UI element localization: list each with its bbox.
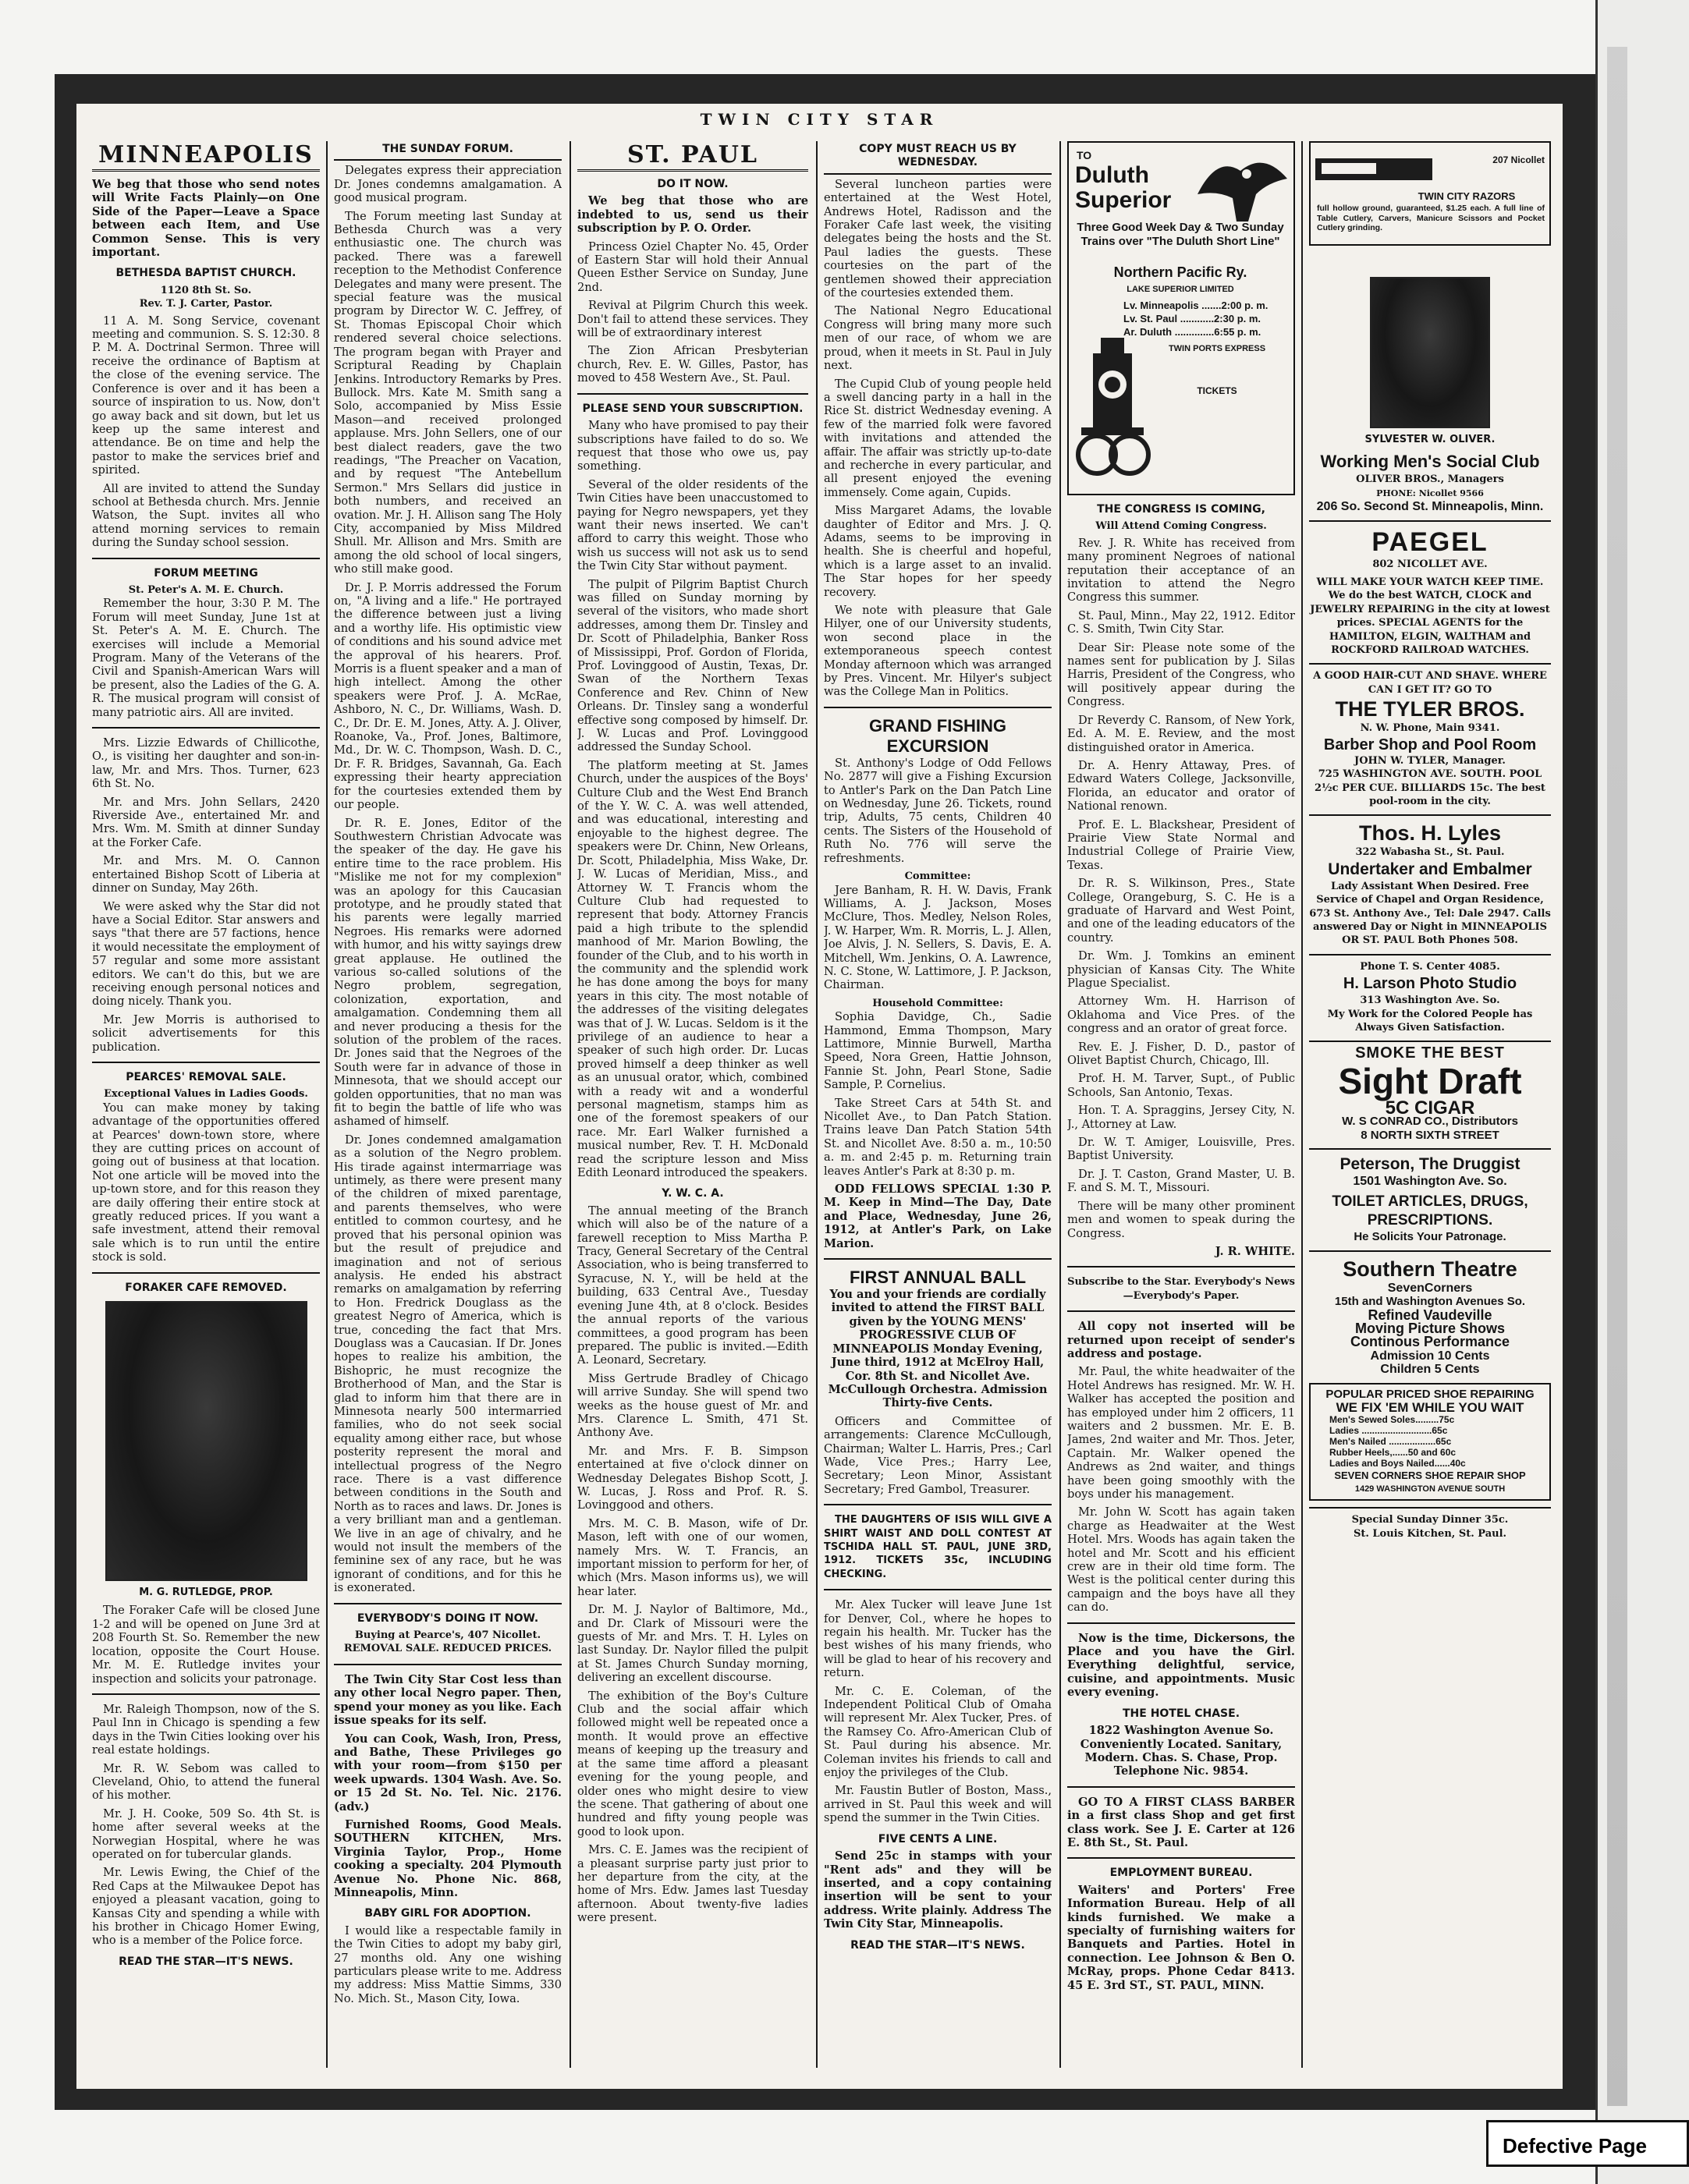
article-paragraph: The platform meeting at St. James Church, under the auspices of the Boys' Culture Club and the West End Branch of the Y. W. C. A. was well attended, and was educational, interesting and enjoyable to the highest degree. The speakers were Dr. Chinn, New Orleans, Dr. Scott, Philadelphia, Miss Wake, Dr. J. W. Lucas of Meridian, Miss., and Attorney W. T. Francis whom the Culture Club had requested to represent that body. Attorney Francis paid a high tribute to the splendid manhood of Mr. Marion Bowling, the founder of the Club, and to his worth in the community and the splendid work he has done among the boys for many years in this city. The most notable of the addresses of the visiting delegates was that of J. W. Lucas. Seldom is it the privilege of an audience to hear a speaker of such high order. Dr. Lucas proved himself a deep thinker as well as an unusual orator, which, combined with a ready wit and a wonderful personal magnetism, stamps him as one of the foremost speakers of our race. Mr. Earl Walker furnished a musical number, Rev. T. H. McDonald read the scripture lesson and Miss Edith Leonard introduced the speakers. <box>577 758 808 1180</box>
column-rule <box>1059 141 1061 2068</box>
club-managers: OLIVER BROS., Managers <box>1356 473 1504 486</box>
column-rule <box>1301 141 1303 2068</box>
article-paragraph: St. Anthony's Lodge of Odd Fellows No. 2877 will give a Fishing Excursion to Antler's Park on the Dan Patch Line on Wednesday, June 26. Tickets, round trip, Adults, 75 cents, Children 40 cents. The Sisters of the Household of Ruth No. 776 will serve the refreshments. <box>824 756 1052 865</box>
article-paragraph: 11 A. M. Song Service, covenant meeting and communion. S. S. 12:30. 8 P. M. A. Doctrinal Sermon. Three will receive the ordinance of Baptism at the close of the evening service. The Conference is over and it has been a source of inspiration to us. Now, don't go away back and sit down, but let us keep up the same interest and attendance. Be on time and help the pastor to make the services brief and spirited. <box>92 314 320 477</box>
shoe-subtitle: WE FIX 'EM WHILE YOU WAIT <box>1336 1400 1524 1416</box>
article-paragraph: Mr. John W. Scott has again taken charge as Headwaiter at the West Hotel. Mrs. Woods has again taken the hotel and Mr. Scott and his efficient crew are in their old time form. The West is the political center during this campaign and the boys have all they can do. <box>1067 1505 1295 1615</box>
article-paragraph: Dr. A. Henry Attaway, Pres. of Edward Waters College, Jacksonville, Florida, an educator and orator of National renown. <box>1067 758 1295 814</box>
club-phone: PHONE: Nicollet 9566 <box>1376 488 1484 498</box>
article-paragraph: Mr. Raleigh Thompson, now of the S. Paul Inn in Chicago is spending a few days in the Twin Cities looking over his real estate holdings. <box>92 1702 320 1757</box>
church-heading: BETHESDA BAPTIST CHURCH. <box>115 267 296 280</box>
column-rule <box>326 141 328 2068</box>
razor-icon <box>1315 151 1440 190</box>
photo-caption: M. G. RUTLEDGE, PROP. <box>139 1587 273 1599</box>
divider <box>824 173 1052 175</box>
theatre-vaudeville: Refined Vaudeville <box>1368 1306 1492 1323</box>
article-paragraph: Dr. W. T. Amiger, Louisville, Pres. Baptist University. <box>1067 1136 1295 1163</box>
theatre-location: SevenCorners <box>1387 1281 1473 1295</box>
shoe-price-row: Ladies and Boys Nailed......40c <box>1329 1458 1466 1470</box>
section-title: ST. PAUL <box>577 141 808 172</box>
divider <box>92 1272 320 1274</box>
masthead: TWIN CITY STAR <box>700 110 939 129</box>
employment-text: Waiters' and Porters' Free Information Bureau. Help of all kinds furnished. We make a specialty of furnishing waiters for Banquets and Parties. Hotel in connection. Lee Johnson & Ben O. McRay, props. Phone Cedar 8413. 45 E. 3rd ST., ST. PAUL, MINN. <box>1067 1883 1295 1992</box>
divider <box>824 1258 1052 1260</box>
article-paragraph: Mr. and Mrs. F. B. Simpson entertained at five o'clock dinner on Wednesday Delegates Bishop Scott, J. W. Lucas, J. Ross and Prof. R. S. Lovinggood and others. <box>577 1444 808 1512</box>
divider <box>1067 1857 1295 1859</box>
larson-title: H. Larson Photo Studio <box>1343 975 1517 993</box>
article-paragraph: Send 25c in stamps with your "Rent ads" and they will be inserted, and a copy containing insertion will be sent to your address. Write plainly. Address The Twin City Star, Minneapolis. <box>824 1849 1052 1931</box>
shoe-address: 1429 WASHINGTON AVENUE SOUTH <box>1354 1484 1506 1494</box>
lyles-subtitle: Undertaker and Embalmer <box>1328 860 1532 878</box>
article-paragraph: Dr. Jones condemned amalgamation as a solution of the Negro problem. His tirade against intermarriage was untimely, as there were present many of the children of mixed parentage, and parents themselves, who were entitled to common courtesy, and he proved that his personal opinion was but the result of prejudice and imagination and not of serious analysis. He ended his abstract remarks on amalgamation by referring to Hon. Fredrick Douglass as the greatest Negro of America, which is true, conceding the fact that Mrs. Douglass was a Caucasian. If Dr. Jones hopes to realize his ambition, the Bishopric, he must recognize the Brotherhood of Man, and the Star is glad to inform him that there are in Minnesota nearly 500 intermarried families, who do not seek social equality among either race, but whose posterity represent the moral and intellectual progress of the Negro race. There is a vast difference between conditions in the South and North as to races and laws. Dr. Jones is a very brilliant man and a gentleman. We live in an age of chivalry, and he would not insult the members of the feminine sex of any race, but he was ignorant of conditions, and for this he is exonerated. <box>334 1133 562 1595</box>
footer-slogan: READ THE STAR—IT'S NEWS. <box>119 1955 293 1968</box>
larson-address: 313 Washington Ave. So. <box>1360 994 1500 1007</box>
article-paragraph: Dr. R. S. Wilkinson, Pres., State College, Orangeburg, S. C. He is a graduate of Harvard and West Point, and one of the leading educators of the country. <box>1067 877 1295 945</box>
ad-heading: EVERYBODY'S DOING IT NOW. <box>357 1611 539 1625</box>
club-title: Working Men's Social Club <box>1320 452 1540 472</box>
article-paragraph: All are invited to attend the Sunday school at Bethesda church. Mrs. Jennie Watson, the Supt. invites all who attend morning services to remain during the Sunday school session. <box>92 481 320 550</box>
article-paragraph: The Forum meeting last Sunday at Bethesda Church was a very enthusiastic one. The church was packed. There was a farewell reception to the Methodist Conference Delegates and many were present. The special feature was the musical program by Director W. C. Jeffrey, of St. Thomas Episcopal Choir which rendered several choice selections. The program began with Prayer and Scriptural Reading by Chaplain Jenkins. Introductory Remarks by Pres. Bullock. Mrs. Kate M. Smith sang a Solo, accompanied by Miss Essie Mason—and received prolonged applause. Mrs. John Sellers, one of our best dialect readers, gave the two readings, "The Preacher on Vacation, and by request "The Antebellum Sermon." Mrs Sellars did justice in both numbers, and received an ovation. Mr. J. H. Allison sang The Holy City, accompanied by Miss Mildred Shull. Mr. Allison and Mrs. Smith are among the old school of local singers, who still make good. <box>334 209 562 576</box>
article-paragraph: Mr. C. E. Coleman, of the Independent Political Club of Omaha will represent Mr. Alex Tucker, Pres. of the Ramsey Co. Afro-American Club of St. Paul during his absence. Mr. Coleman invites his friends to call and enjoy the privileges of the Club. <box>824 1684 1052 1780</box>
duluth-railway-sub: LAKE SUPERIOR LIMITED <box>1127 285 1234 294</box>
shoe-price-row: Men's Sewed Soles.........75c <box>1329 1414 1455 1426</box>
cigar-address: 8 NORTH SIXTH STREET <box>1361 1128 1499 1142</box>
scan-frame <box>55 74 1595 2110</box>
divider <box>824 707 1052 708</box>
forum-heading: FORUM MEETING <box>154 566 258 580</box>
committee-heading: Committee: <box>904 870 971 883</box>
article-paragraph: Remember the hour, 3:30 P. M. The Forum will meet Sunday, June 1st at St. Peter's A. M. E. Church. The exercises will include a Memorial Program. Many of the Veterans of the Civil and Spanish-American Wars will be present, also the Ladies of the G. A. R. The musical program will consist of many patriotic airs. All are invited. <box>92 597 320 719</box>
portrait-photo <box>105 1301 307 1581</box>
paegel-address: 802 NICOLLET AVE. <box>1372 558 1488 570</box>
church-pastor: Rev. T. J. Carter, Pastor. <box>139 298 273 310</box>
paegel-ad <box>1309 520 1551 658</box>
razor-label: TWIN CITY RAZORS <box>1418 190 1516 202</box>
article-paragraph: Dr. M. J. Naylor of Baltimore, Md., and Dr. Clark of Missouri were the guests of Mr. and Mrs. T. H. Lyles on last Sunday. Dr. Naylor filled the pulpit at St. James Church Sunday morning, delivering an excellent discourse. <box>577 1603 808 1685</box>
article-paragraph: Dr. J. T. Caston, Grand Master, U. B. F. and S. M. T., Missouri. <box>1067 1167 1295 1195</box>
larson-ad <box>1309 954 1551 1035</box>
article-paragraph: THE DAUGHTERS OF ISIS WILL GIVE A SHIRT WAIST AND DOLL CONTEST AT TSCHIDA HALL ST. PAUL, JUNE 3RD, 1912. TICKETS 35c, INCLUDING CHECKING. <box>824 1514 1052 1580</box>
article-paragraph: You and your friends are cordially invited to attend the FIRST BALL given by the YOUNG MENS' PROGRESSIVE CLUB OF MINNEAPOLIS Monday Evening, June third, 1912 at McElroy Hall, Cor. 8th St. and Nicollet Ave. McCullough Orchestra. Admission Thirty-five Cents. <box>828 1288 1048 1410</box>
defective-page-stamp: Defective Page <box>1486 2120 1689 2167</box>
article-paragraph: Mrs. M. C. B. Mason, wife of Dr. Mason, left with one of our women, namely Mrs. W. T. Francis, an important mission to perform for her, of which (Mrs. Mason informs us), we will hear later. <box>577 1516 808 1598</box>
theatre-pictures: Moving Picture Shows <box>1354 1321 1506 1337</box>
cigar-ad <box>1309 1041 1551 1142</box>
tyler-phone: N. W. Phone, Main 9341. <box>1360 722 1500 735</box>
article-paragraph: You can make money by taking advantage of the opportunities offered at Pearces' down-town store, where they are cutting prices on account of going out of business at that location. Not one article will be moved into the up-town store, and for this reason they are daily offering their entire stock at greatly reduced prices. If you want a safe investment, attend their removal sale which is to run until the entire stock is sold. <box>92 1101 320 1264</box>
article-paragraph: Miss Gertrude Bradley of Chicago will arrive Sunday. She will spend two weeks as the house guest of Mr. and Mrs. Clarence L. Smith, 471 St. Anthony Ave. <box>577 1371 808 1440</box>
copy-notice: COPY MUST REACH US BY WEDNESDAY. <box>859 143 1017 169</box>
larson-phone: Phone T. S. Center 4085. <box>1360 960 1500 973</box>
duluth-rail-ad <box>1067 141 1295 495</box>
column-advertisements <box>1309 141 1551 2060</box>
ad-text: The Twin City Star Cost less than any other local Negro paper. Then, spend your money as you like. Each issue speaks for its self. <box>334 1672 562 1728</box>
article-paragraph: Sophia Davidge, Ch., Sadie Hammond, Emma Thompson, Mary Lattimore, Minnie Burwell, Martha Speed, Nora Green, Hattie Johnson, Fannie St. John, Pearl Stone, Sadie Sample, P. Cornelius. <box>824 1010 1052 1092</box>
duluth-subtitle: Three Good Week Day & Two Sunday Trains over "The Duluth Short Line" <box>1077 221 1284 248</box>
ad-text: You can Cook, Wash, Iron, Press, and Bathe, These Privileges go with your room—from $150 per week upwards. 1304 Wash. Ave. So. or 15 2d St. No. Tel. Nic. 2176. (adv.) <box>334 1732 562 1814</box>
article-paragraph: Princess Oziel Chapter No. 45, Order of Eastern Star will hold their Annual Queen Esther Service on Sunday, June 2nd. <box>577 239 808 294</box>
article-paragraph: Take Street Cars at 54th St. and Nicollet Ave., to Dan Patch Station. Trains leave Dan Patch Station 54th St. and Nicollet Ave. 8:50 a. m., 10:50 a. m. and 2:45 p. m. Returning train leaves Antler's Park at 8:30 p. m. <box>824 1096 1052 1178</box>
column-congress <box>1067 141 1295 2060</box>
article-paragraph: Attorney Wm. H. Harrison of Oklahoma and Vice Pres. of the congress and an orator of great force. <box>1067 994 1295 1036</box>
adjacent-page-edge <box>1595 0 1689 2184</box>
article-paragraph: Mrs. C. E. James was the recipient of a pleasant surprise party just prior to her departure from the city, at the home of Mrs. Edw. James last Tuesday afternoon. About twenty-five ladies were present. <box>577 1843 808 1925</box>
tyler-manager: JOHN W. TYLER, Manager. <box>1354 754 1506 767</box>
chase-text: 1822 Washington Avenue So. Conveniently Located. Sanitary, Modern. Chas. S. Chase, Prop. Telephone Nic. 9854. <box>1080 1724 1283 1778</box>
signature: J. R. WHITE. <box>1215 1244 1295 1258</box>
divider <box>824 1504 1052 1505</box>
divider <box>334 159 562 161</box>
subheading: DO IT NOW. <box>657 178 729 190</box>
duluth-time-row: Ar. Duluth ..............6:55 p. m. <box>1123 326 1261 338</box>
committee-heading: Household Committee: <box>872 997 1003 1009</box>
lyles-address: 322 Wabasha St., St. Paul. <box>1355 846 1505 859</box>
article-paragraph: Dr. Wm. J. Tomkins an eminent physician of Kansas City. The White Plague Specialist. <box>1067 949 1295 990</box>
divider <box>92 1693 320 1695</box>
subheading: Y. W. C. A. <box>662 1187 724 1200</box>
locomotive-icon <box>1073 338 1151 486</box>
article-paragraph: Dr. R. E. Jones, Editor of the Southwestern Christian Advocate was the speaker of the day. He gave his entire time to the race problem. His "Mislike me not for my complexion" was an apology for this Caucasian prototype, and he proudly stated that his parents were legally married Negroes. His remarks were adorned with humor, and his witty sayings drew great applause. He outlined the various so-called solutions of the Negro problem, segregation, colonization, exportation, and amalgamation. Condemning them all and never producing a thesis for the solution of the problem of the races. Dr. Jones said that the Negroes of the South were far in advance of those in Minnesota, that we should accept our golden opportunities, that no man was fit to begin the battle of life who was ashamed of himself. <box>334 816 562 1129</box>
article-paragraph: Mr. Paul, the white headwaiter of the Hotel Andrews has resigned. Mr. W. H. Walker has accepted the position and has employed under him 2 officers, 11 waiters and 2 bussmen. Mr. E. B. James, 2nd waiter and Mr. Thos. Jeter, Captain. Mr. Walker opened the Andrews as 2nd waiter, and things have been going smoothly with the boys under his management. <box>1067 1365 1295 1501</box>
article-paragraph: We note with pleasure that Gale Hilyer, one of our University students, won second place in the extemporaneous speech contest Monday afternoon which was arranged by Pres. Vincent. Mr. Hilyer's subject was the College Man in Politics. <box>824 604 1052 699</box>
column-minneapolis <box>92 141 320 2060</box>
pearce-subheading: Exceptional Values in Ladies Goods. <box>104 1088 308 1101</box>
pearce-heading: PEARCES' REMOVAL SALE. <box>126 1070 286 1083</box>
tyler-subtitle: Barber Shop and Pool Room <box>1323 736 1537 753</box>
divider <box>334 1664 562 1665</box>
ad-text: Buying at Pearce's, 407 Nicollet. REMOVAL SALE. REDUCED PRICES. <box>343 1629 552 1655</box>
peterson-title: Peterson, The Druggist <box>1339 1155 1520 1173</box>
article-paragraph: Mr. R. W. Sebom was called to Cleveland, Ohio, to attend the funeral of his mother. <box>92 1761 320 1803</box>
article-paragraph: Several luncheon parties were entertained at the West Hotel, Andrews Hotel, Radisson and the Foraker Cafe last week, the visiting delegates being the hosts and the St. Paul ladies the guests. These courtesies on the part of the gentlemen showed their appreciation of the courtesies extended them. <box>824 177 1052 300</box>
paegel-text: WILL MAKE YOUR WATCH KEEP TIME. We do the best WATCH, CLOCK and JEWELRY REPAIRING in the city at lowest prices. SPECIAL AGENTS for the HAMILTON, ELGIN, WALTHAM and ROCKFORD RAILROAD WATCHES. <box>1310 576 1550 657</box>
article-paragraph: Mr. Lewis Ewing, the Chief of the Red Caps at the Milwaukee Depot has enjoyed a pleasant vacation, going to Kansas City and spending a while with his brother in Chicago Homer Ewing, who is a member of the Police force. <box>92 1866 320 1948</box>
divider <box>334 1603 562 1604</box>
article-paragraph: We beg that those who are indebted to us, send us their subscription by P. O. Order. <box>577 194 808 236</box>
cigar-price: 5C CIGAR <box>1385 1097 1475 1119</box>
column-st-paul <box>577 141 808 2060</box>
divider <box>1067 1786 1295 1788</box>
article-paragraph: Mr. and Mrs. John Sellars, 2420 Riverside Ave., entertained Mr. and Mrs. Wm. M. Smith at dinner Sunday at the Forker Cafe. <box>92 795 320 849</box>
employment-heading: EMPLOYMENT BUREAU. <box>1109 1867 1253 1880</box>
article-paragraph: Dr Reverdy C. Ransom, of New York, Ed. A. M. E. Review, and the most distinguished orator in America. <box>1067 713 1295 754</box>
peterson-products: TOILET ARTICLES, DRUGS, PRESCRIPTIONS. <box>1332 1193 1528 1229</box>
larson-text: My Work for the Colored People has Always Given Satisfaction. <box>1327 1008 1533 1034</box>
column-news-events <box>824 141 1052 2060</box>
intro-notice: We beg that those who send notes will Write Facts Plainly—on One Side of the Paper—Leave a Space between each Item, and Use Common Sense. This is very important. <box>92 178 320 260</box>
duluth-times <box>1123 299 1287 339</box>
page-edge-bar <box>1607 47 1627 2106</box>
duluth-time-row: Lv. St. Paul ............2:30 p. m. <box>1123 313 1261 324</box>
article-paragraph: Mr. and Mrs. M. O. Cannon entertained Bishop Scott of Liberia at dinner on Sunday, May 26th. <box>92 854 320 895</box>
theatre-address: 15th and Washington Avenues So. <box>1334 1295 1526 1309</box>
tyler-top: A GOOD HAIR-CUT AND SHAVE. WHERE CAN I GET IT? GO TO <box>1313 670 1547 696</box>
theatre-performance: Continous Performance <box>1350 1334 1510 1350</box>
peterson-ad <box>1309 1148 1551 1244</box>
divider <box>577 393 808 395</box>
theatre-title: Southern Theatre <box>1343 1257 1517 1281</box>
article-paragraph: Prof. H. M. Tarver, Supt., of Public Schools, San Antonio, Texas. <box>1067 1072 1295 1099</box>
article-paragraph: Mr. Faustin Butler of Boston, Mass., arrived in St. Paul this week and will spend the summer in the Twin Cities. <box>824 1784 1052 1825</box>
article-paragraph: We were asked why the Star did not have a Social Editor. Star answers and says "that there are 57 factions, hence it would necessitate the employment of 57 regular and some more assistant editors. We can't do this, but we are receiving enough personal notices and doing nicely. Thank you. <box>92 899 320 1009</box>
article-paragraph: Jere Banham, R. H. W. Davis, Frank Williams, A. J. Jackson, Moses McClure, Thos. Medley, Nelson Roles, J. W. Harper, Wm. R. Morris, L. J. Allen, Joe Alvis, J. N. Sellers, S. Davis, E. A. Mitchell, Wm. Jenkins, O. A. Lawrence, N. C. Stone, W. Lattimore, J. P. Jackson, Chairman. <box>824 883 1052 992</box>
footer-slogan: READ THE STAR—IT'S NEWS. <box>850 1938 1025 1952</box>
column-rule <box>816 141 818 2068</box>
article-paragraph: The National Negro Educational Congress will bring many more such men of our race, of whom we are proud, when it meets in St. Paul in July next. <box>824 304 1052 373</box>
cigar-smoke: SMOKE THE BEST <box>1355 1044 1505 1062</box>
section-title: THE SUNDAY FORUM. <box>382 143 513 155</box>
lyles-text: Lady Assistant When Desired. Free Service of Chapel and Organ Residence, 673 St. Anthony Ave., Tel: Dale 2947. Calls answered Day or Night in MINNEAPOLIS OR ST. PAUL Both Phones 508. <box>1309 880 1551 947</box>
article-paragraph: ODD FELLOWS SPECIAL 1:30 P. M. Keep in Mind—The Day, Date and Place, Wednesday, June 26, 1912, at Antler's Park, on Lake Marion. <box>824 1182 1052 1250</box>
chase-heading: THE HOTEL CHASE. <box>1122 1707 1240 1720</box>
shoe-price-list <box>1314 1414 1546 1469</box>
duluth-railway: Northern Pacific Ry. <box>1113 264 1247 280</box>
peterson-address: 1501 Washington Ave. So. <box>1353 1175 1507 1188</box>
dinner-place: St. Louis Kitchen, St. Paul. <box>1353 1527 1507 1540</box>
church-address: 1120 8th St. So. <box>160 284 252 296</box>
theatre-admission: Admission 10 Cents <box>1370 1349 1490 1363</box>
newspaper-page <box>76 104 1563 2089</box>
theatre-ad <box>1309 1250 1551 1377</box>
duluth-title: Duluth Superior <box>1075 162 1172 213</box>
cigar-distributor: W. S CONRAD CO., Distributors <box>1342 1115 1518 1129</box>
portrait-photo <box>1370 277 1490 428</box>
article-paragraph: Prof. E. L. Blackshear, President of Prairie View State Normal and Industrial College of Prairie View, Texas. <box>1067 817 1295 872</box>
article-paragraph: There will be many other prominent men and women to speak during the Congress. <box>1067 1199 1295 1240</box>
tyler-ad <box>1309 663 1551 808</box>
congress-heading: THE CONGRESS IS COMING, <box>1097 503 1265 516</box>
forum-subheading: St. Peter's A. M. E. Church. <box>128 583 284 596</box>
divider <box>92 727 320 729</box>
congress-subheading: Will Attend Coming Congress. <box>1095 520 1267 533</box>
tyler-title: THE TYLER BROS. <box>1335 697 1525 722</box>
article-paragraph: Mr. J. H. Cooke, 509 So. 4th St. is home after several weeks at the Norwegian Hospital, where he was operated on for tubercular glands. <box>92 1806 320 1861</box>
duluth-tickets: TICKETS <box>1197 385 1237 396</box>
divider <box>92 558 320 559</box>
article-paragraph: Mr. Alex Tucker will leave June 1st for Denver, Col., where he hopes to regain his health. Mr. Tucker has the best wishes of his many friends, who will be glad to hear of his recovery and return. <box>824 1598 1052 1680</box>
shoe-shop: SEVEN CORNERS SHOE REPAIR SHOP <box>1334 1470 1526 1482</box>
divider <box>1067 1622 1295 1624</box>
article-paragraph: All copy not inserted will be returned upon receipt of sender's address and postage. <box>1067 1320 1295 1360</box>
subheading: FIVE CENTS A LINE. <box>878 1832 998 1845</box>
article-paragraph: Miss Margaret Adams, the lovable daughter of Editor and Mrs. J. Q. Adams, seems to be improving in health. She is cheerful and hopeful, which is a large asset to an invalid. The Star hopes for her speedy recovery. <box>824 504 1052 599</box>
article-paragraph: Revival at Pilgrim Church this week. Don't fail to attend these services. They will be of extraordinary interest <box>577 299 808 340</box>
article-paragraph: St. Paul, Minn., May 22, 1912. Editor C. S. Smith, Twin City Star. <box>1067 608 1295 636</box>
article-paragraph: The pulpit of Pilgrim Baptist Church was filled on Sunday morning by several of the visitors, who made short addresses, among them Dr. Tinsley and Dr. Scott of Philadelphia, Banker Ross of Mississippi, Prof. Gordon of Florida, Prof. Lovinggood of Austin, Texas, Dr. Swan of the Northern Texas Conference and Rev. Chinn of New Orleans. Dr. Tinsley sang a wonderful effective song composed by himself. Dr. J. W. Lucas and Prof. Lovinggood addressed the Sunday School. <box>577 577 808 754</box>
divider <box>824 1589 1052 1590</box>
lyles-ad <box>1309 814 1551 947</box>
shoe-price-row: Ladies ...........................65c <box>1329 1425 1448 1437</box>
duluth-to: TO <box>1077 149 1092 161</box>
dinner-ad <box>1309 1507 1551 1540</box>
shoe-price-row: Rubber Heels,......50 and 60c <box>1329 1447 1457 1459</box>
paegel-title: PAEGEL <box>1371 526 1489 557</box>
article-paragraph: Rev. J. R. White has received from many prominent Negroes of national reputation their acceptance of an invitation to attend the Negro Congress this summer. <box>1067 536 1295 604</box>
article-paragraph: Now is the time, Dickersons, the Place and you have the Girl. Everything delightful, service, cuisine, and appointments. Music every evening. <box>1067 1631 1295 1700</box>
article-paragraph: Mr. Jew Morris is authorised to solicit advertisements for this publication. <box>92 1012 320 1054</box>
column-rule <box>570 141 571 2068</box>
dinner-text: Special Sunday Dinner 35c. <box>1351 1514 1509 1526</box>
article-paragraph: Officers and Committee of arrangements: Clarence McCullough, Chairman; Walter L. Harris, Pres.; Carl Wade, Vice Pres.; Harry Lee, Secretary; Leon Minor, Assistant Secretary; Fred Gambol, Treasurer. <box>824 1414 1052 1496</box>
article-paragraph: The Cupid Club of young people held a swell dancing party in a hall in the Rice St. district Wednesday evening. A few of the married folk were favored with invitations and attended the affair. The affair was strictly up-to-date and recherche in every particular, and all present enjoyed the evening immensely. Come again, Cupids. <box>824 377 1052 499</box>
article-paragraph: Delegates express their appreciation Dr. Jones condemns amalgamation. A good musical program. <box>334 164 562 205</box>
article-paragraph: The annual meeting of the Branch which will also be of the nature of a farewell reception to Miss Martha P. Tracy, General Secretary of the Central Association, who is being transferred to Syracuse, N. Y., will be held at the building, 633 Central Ave., Tuesday evening June 4th, at 8 o'clock. Besides the annual reports of the various committees, a good program has been prepared. The public is invited.—Edith A. Leonard, Secretary. <box>577 1204 808 1367</box>
razor-text: full hollow ground, guaranteed, $1.25 each. A full line of Table Cutlery, Carvers, Manicure Scissors and Pocket Cutlery grinding. <box>1317 204 1545 232</box>
photo-caption: SYLVESTER W. OLIVER. <box>1364 434 1496 445</box>
article-paragraph: Several of the older residents of the Twin Cities have been unaccustomed to paying for Negro newspapers, yet they want their news inserted. We can't afford to carry this weight. Those who wish us success will not ask us to send the Twin City Star without payment. <box>577 477 808 573</box>
lyles-title: Thos. H. Lyles <box>1358 821 1502 846</box>
razor-address: 207 Nicollet <box>1492 154 1545 165</box>
ad-text: Furnished Rooms, Good Meals. SOUTHERN KITCHEN, Mrs. Virginia Taylor, Prop., Home cooking a specialty. 204 Plymouth Avenue No. Phone Nic. 868, Minneapolis, Minn. <box>334 1817 562 1899</box>
ad-heading: BABY GIRL FOR ADOPTION. <box>364 1907 531 1920</box>
article-paragraph: Mrs. Lizzie Edwards of Chillicothe, O., is visiting her daughter and son-in-law, Mr. and Mrs. Thos. Turner, 623 6th St. No. <box>92 736 320 791</box>
shoe-ad <box>1309 1383 1551 1502</box>
barber-ad: GO TO A FIRST CLASS BARBER in a first class Shop and get first class work. See J. E. Carter at 126 E. 8th St., St. Paul. <box>1067 1795 1295 1849</box>
article-paragraph: The Foraker Cafe will be closed June 1-2 and will be opened on June 3rd at 208 Fourth St. So. Remember the new location, opposite the Court House. Mr. M. E. Rutledge invites your inspection and solicits your patronage. <box>92 1604 320 1686</box>
peterson-slogan: He Solicits Your Patronage. <box>1354 1230 1506 1244</box>
tyler-address: 725 WASHINGTON AVE. SOUTH. POOL 2½c PER CUE. BILLIARDS 15c. The best pool-room in the city. <box>1315 768 1545 807</box>
club-address: 206 So. Second St. Minneapolis, Minn. <box>1316 500 1544 514</box>
article-paragraph: Many who have promised to pay their subscriptions have failed to do so. We request that those who owe us, pay something. <box>577 419 808 473</box>
shoe-title: POPULAR PRICED SHOE REPAIRING <box>1325 1387 1535 1401</box>
article-paragraph: Hon. T. A. Spraggins, Jersey City, N. J., Attorney at Law. <box>1067 1104 1295 1131</box>
theatre-children: Children 5 Cents <box>1380 1363 1480 1377</box>
article-paragraph: Dr. J. P. Morris addressed the Forum on, "A living and a life." He portrayed the difference between just a living and a worthy life. His optimistic view of conditions and his sound advice met the approval of his hearers. Prof. Morris is a fluent speaker and a man of high intellect. Among the other speakers were Prof. J. A. McRae, Ashboro, N. C., Dr. Williams, Wash. D. C., Dr. Dr. E. M. Jones, Atty. A. J. Oliver, Roanoke, Va., Prof. Jones, Baltimore, Md., Dr. W. C. Thompson, Wash. D. C., Dr. F. R. Bridges, Savannah, Ga. Each expressing their hearty appreciation for the courtesies extended them by our people. <box>334 580 562 812</box>
shoe-price-row: Men's Nailed ..................65c <box>1329 1436 1452 1448</box>
divider <box>1067 1310 1295 1312</box>
section-title: MINNEAPOLIS <box>92 141 320 172</box>
divider <box>1067 1266 1295 1268</box>
subscribe-notice: Subscribe to the Star. Everybody's News—Everybody's Paper. <box>1067 1276 1295 1302</box>
column-sunday-forum <box>334 141 562 2060</box>
article-paragraph: The exhibition of the Boy's Culture Club and the social affair which followed might well be repeated once a month. It would prove an effective means of keeping up the treasury and at the same time afford a pleasant evening for the young people, and older ones who might desire to view the scene. That gathering of about one hundred and fifty young people was good to look upon. <box>577 1689 808 1838</box>
cigar-title: Sight Draft <box>1338 1060 1522 1101</box>
article-paragraph: Rev. E. J. Fisher, D. D., pastor of Olivet Baptist Church, Chicago, Ill. <box>1067 1040 1295 1068</box>
duluth-express: TWIN PORTS EXPRESS <box>1168 344 1266 353</box>
divider <box>92 1062 320 1063</box>
article-paragraph: Dear Sir: Please note some of the names sent for publication by J. Silas Harris, President of the Congress, who will positively appear during the Congress. <box>1067 640 1295 709</box>
article-paragraph: The Zion African Presbyterian church, Rev. E. W. Gilles, Pastor, has moved to 458 Western Ave., St. Paul. <box>577 344 808 385</box>
ball-heading: FIRST ANNUAL BALL <box>849 1268 1027 1288</box>
foraker-heading: FORAKER CAFE REMOVED. <box>125 1281 287 1294</box>
ad-text: I would like a respectable family in the Twin Cities to adopt my baby girl, 27 months old. Any one wishing particulars please write to me. Address my address: Miss Mattie Simms, 330 No. Mich. St., Mason City, Iowa. <box>334 1923 562 2005</box>
subheading: PLEASE SEND YOUR SUBSCRIPTION. <box>582 402 804 415</box>
duluth-time-row: Lv. Minneapolis .......2:00 p. m. <box>1123 300 1269 311</box>
razor-ad <box>1309 141 1551 246</box>
fishing-heading: GRAND FISHING EXCURSION <box>869 715 1006 756</box>
